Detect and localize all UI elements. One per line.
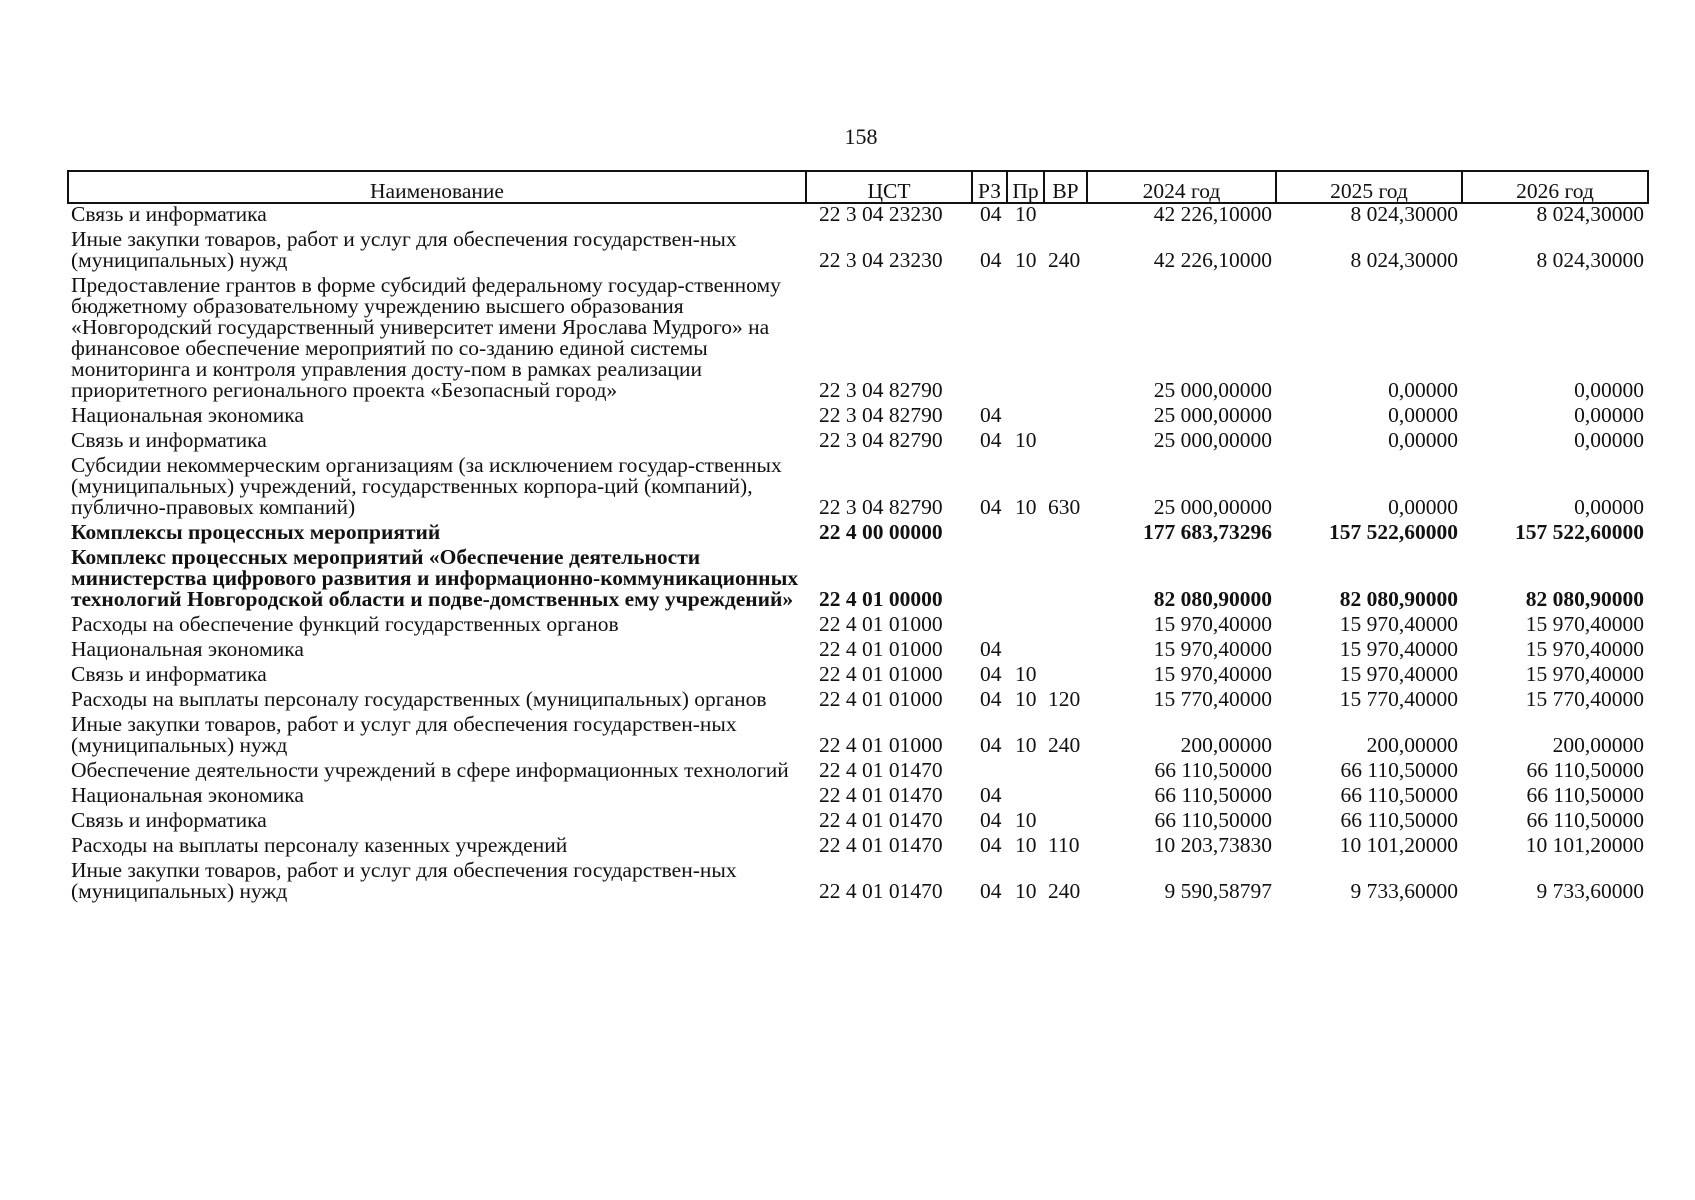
row-cst: 22 4 01 01470 <box>819 783 943 807</box>
row-amount-2024: 66 110,50000 <box>1154 808 1272 832</box>
table-row <box>68 430 1648 455</box>
row-amount-2025: 10 101,20000 <box>1339 833 1458 857</box>
row-name: Национальная экономика <box>71 783 304 807</box>
row-rz: 04 <box>980 687 1002 711</box>
row-amount-2024: 15 970,40000 <box>1153 612 1272 636</box>
row-amount-2026: 82 080,90000 <box>1525 587 1644 611</box>
row-name: Субсидии некоммерческим организациям (за исключением государ-ственных (муниципальных) учреждений, государственных корпора-ций (компаний), публично-правовых компаний) <box>71 453 782 519</box>
column-header-pr: Пр <box>1007 171 1044 203</box>
row-amount-2026: 0,00000 <box>1574 378 1644 402</box>
table-row <box>68 714 1648 760</box>
row-amount-2026: 15 770,40000 <box>1525 687 1644 711</box>
row-name: Национальная экономика <box>71 637 304 661</box>
row-cst: 22 4 01 01470 <box>819 879 943 903</box>
row-amount-2024: 25 000,00000 <box>1153 378 1272 402</box>
row-cst: 22 4 01 01000 <box>819 662 943 686</box>
row-rz: 04 <box>980 783 1002 807</box>
column-header-2026: 2026 год <box>1462 171 1648 203</box>
row-pr <box>1007 785 1044 810</box>
budget-table <box>67 170 1649 906</box>
row-vr <box>1044 430 1087 455</box>
row-amount-2025: 8 024,30000 <box>1350 248 1458 272</box>
row-cst: 22 4 01 01470 <box>819 833 943 857</box>
row-pr: 10 <box>1015 495 1037 519</box>
column-header-cst: ЦСТ <box>806 171 972 203</box>
row-amount-2025: 15 970,40000 <box>1339 662 1458 686</box>
row-amount-2024: 25 000,00000 <box>1153 403 1272 427</box>
row-cst: 22 4 01 01000 <box>819 687 943 711</box>
row-amount-2024: 9 590,58797 <box>1164 879 1272 903</box>
table-row <box>68 785 1648 810</box>
row-amount-2024: 10 203,73830 <box>1153 833 1272 857</box>
row-amount-2026: 8 024,30000 <box>1536 202 1644 226</box>
row-rz: 04 <box>980 808 1002 832</box>
row-amount-2026: 0,00000 <box>1574 495 1644 519</box>
row-amount-2025: 0,00000 <box>1388 428 1458 452</box>
row-amount-2025: 15 970,40000 <box>1339 612 1458 636</box>
row-rz: 04 <box>980 637 1002 661</box>
row-amount-2025: 15 970,40000 <box>1339 637 1458 661</box>
row-name: Связь и информатика <box>71 808 267 832</box>
row-amount-2025: 0,00000 <box>1388 495 1458 519</box>
column-header-2024: 2024 год <box>1087 171 1276 203</box>
table-row <box>68 614 1648 639</box>
row-pr: 10 <box>1015 833 1037 857</box>
row-amount-2026: 200,00000 <box>1552 733 1644 757</box>
row-vr: 120 <box>1048 687 1081 711</box>
row-vr <box>1044 614 1087 639</box>
table-row <box>68 835 1648 860</box>
table-row <box>68 547 1648 614</box>
row-name: Обеспечение деятельности учреждений в сфере информационных технологий <box>71 758 789 782</box>
row-vr <box>1044 810 1087 835</box>
row-rz <box>972 547 1007 614</box>
row-amount-2026: 8 024,30000 <box>1536 248 1644 272</box>
row-vr <box>1044 203 1087 229</box>
table-row <box>68 203 1648 229</box>
row-pr <box>1007 614 1044 639</box>
row-amount-2026: 0,00000 <box>1574 403 1644 427</box>
row-rz <box>972 614 1007 639</box>
row-amount-2026: 15 970,40000 <box>1525 662 1644 686</box>
row-vr <box>1044 405 1087 430</box>
row-pr: 10 <box>1015 202 1037 226</box>
row-amount-2024: 15 970,40000 <box>1153 637 1272 661</box>
row-amount-2026: 66 110,50000 <box>1526 783 1644 807</box>
row-name: Иные закупки товаров, работ и услуг для обеспечения государствен-ных (муниципальных) нужд <box>71 858 737 903</box>
row-rz <box>972 522 1007 547</box>
row-pr: 10 <box>1015 662 1037 686</box>
row-pr: 10 <box>1015 248 1037 272</box>
row-amount-2026: 66 110,50000 <box>1526 758 1644 782</box>
row-vr: 110 <box>1048 833 1080 857</box>
row-amount-2024: 15 970,40000 <box>1153 662 1272 686</box>
row-amount-2025: 157 522,60000 <box>1329 520 1458 544</box>
row-cst: 22 3 04 82790 <box>819 428 943 452</box>
row-amount-2024: 177 683,73296 <box>1143 520 1272 544</box>
row-cst: 22 3 04 23230 <box>819 248 943 272</box>
row-amount-2026: 66 110,50000 <box>1526 808 1644 832</box>
column-header-rz: РЗ <box>972 171 1007 203</box>
row-pr: 10 <box>1015 687 1037 711</box>
row-amount-2024: 200,00000 <box>1180 733 1272 757</box>
row-amount-2026: 9 733,60000 <box>1536 879 1644 903</box>
row-vr <box>1044 664 1087 689</box>
row-cst: 22 3 04 82790 <box>819 378 943 402</box>
row-vr <box>1044 522 1087 547</box>
row-vr <box>1044 547 1087 614</box>
row-amount-2024: 25 000,00000 <box>1153 428 1272 452</box>
row-amount-2025: 200,00000 <box>1366 733 1458 757</box>
row-amount-2024: 42 226,10000 <box>1153 202 1272 226</box>
row-pr <box>1007 405 1044 430</box>
row-rz <box>972 275 1007 405</box>
row-amount-2025: 66 110,50000 <box>1340 783 1458 807</box>
row-rz: 04 <box>980 202 1002 226</box>
table-row <box>68 275 1648 405</box>
row-pr: 10 <box>1015 879 1037 903</box>
row-vr <box>1044 785 1087 810</box>
row-vr <box>1044 639 1087 664</box>
row-name: Комплекс процессных мероприятий «Обеспечение деятельности министерства цифрового развития и информационно-коммуникационных технологий Новгородской области и подве-домственных ему учреждений» <box>71 545 799 611</box>
row-rz: 04 <box>980 403 1002 427</box>
row-pr: 10 <box>1015 428 1037 452</box>
row-amount-2025: 66 110,50000 <box>1340 758 1458 782</box>
row-rz: 04 <box>980 495 1002 519</box>
row-cst: 22 4 01 00000 <box>819 587 943 611</box>
row-amount-2025: 9 733,60000 <box>1350 879 1458 903</box>
table-row <box>68 810 1648 835</box>
row-name: Предоставление грантов в форме субсидий федеральному государ-ственному бюджетному образовательному учреждению высшего образования «Новгородский государственный университет имени Ярослава Мудрого» на финансовое обеспечение мероприятий по со-зданию единой системы мониторинга и контроля управления досту-пом в рамках реализации приоритетного регионального проекта «Безопасный город» <box>71 273 781 402</box>
row-amount-2024: 66 110,50000 <box>1154 758 1272 782</box>
row-pr <box>1007 760 1044 785</box>
row-pr <box>1007 639 1044 664</box>
row-amount-2026: 15 970,40000 <box>1525 612 1644 636</box>
row-name: Расходы на обеспечение функций государственных органов <box>71 612 619 636</box>
row-amount-2024: 25 000,00000 <box>1153 495 1272 519</box>
row-amount-2025: 82 080,90000 <box>1339 587 1458 611</box>
table-row <box>68 689 1648 714</box>
row-amount-2025: 66 110,50000 <box>1340 808 1458 832</box>
row-rz: 04 <box>980 833 1002 857</box>
column-header-vr: ВР <box>1044 171 1087 203</box>
row-rz: 04 <box>980 428 1002 452</box>
table-body <box>68 203 1648 906</box>
row-pr: 10 <box>1015 733 1037 757</box>
row-vr: 630 <box>1048 495 1081 519</box>
row-amount-2025: 0,00000 <box>1388 403 1458 427</box>
row-vr: 240 <box>1048 733 1081 757</box>
row-amount-2024: 66 110,50000 <box>1154 783 1272 807</box>
row-name: Связь и информатика <box>71 202 267 226</box>
row-rz: 04 <box>980 879 1002 903</box>
table-row <box>68 229 1648 275</box>
row-vr: 240 <box>1048 879 1081 903</box>
row-cst: 22 4 00 00000 <box>819 520 943 544</box>
row-vr <box>1044 275 1087 405</box>
row-rz: 04 <box>980 733 1002 757</box>
column-header-2025: 2025 год <box>1276 171 1462 203</box>
row-pr <box>1007 547 1044 614</box>
row-vr <box>1044 760 1087 785</box>
row-amount-2025: 8 024,30000 <box>1350 202 1458 226</box>
row-pr <box>1007 275 1044 405</box>
row-pr <box>1007 522 1044 547</box>
row-cst: 22 3 04 82790 <box>819 403 943 427</box>
row-rz <box>972 760 1007 785</box>
row-pr: 10 <box>1015 808 1037 832</box>
row-cst: 22 4 01 01470 <box>819 758 943 782</box>
table-row <box>68 405 1648 430</box>
row-rz: 04 <box>980 248 1002 272</box>
row-cst: 22 3 04 23230 <box>819 202 943 226</box>
row-name: Расходы на выплаты персоналу казенных учреждений <box>71 833 568 857</box>
row-name: Национальная экономика <box>71 403 304 427</box>
table-header <box>68 171 1648 203</box>
row-amount-2024: 15 770,40000 <box>1153 687 1272 711</box>
row-name: Иные закупки товаров, работ и услуг для обеспечения государствен-ных (муниципальных) нужд <box>71 227 737 272</box>
row-rz: 04 <box>980 662 1002 686</box>
table-row <box>68 860 1648 906</box>
row-vr: 240 <box>1048 248 1081 272</box>
row-amount-2025: 15 770,40000 <box>1339 687 1458 711</box>
row-amount-2024: 42 226,10000 <box>1153 248 1272 272</box>
row-cst: 22 4 01 01000 <box>819 637 943 661</box>
row-cst: 22 3 04 82790 <box>819 495 943 519</box>
page-number: 158 <box>844 124 878 149</box>
table-row <box>68 760 1648 785</box>
row-amount-2026: 0,00000 <box>1574 428 1644 452</box>
row-amount-2025: 0,00000 <box>1388 378 1458 402</box>
row-name: Комплексы процессных мероприятий <box>71 520 441 544</box>
row-name: Расходы на выплаты персоналу государственных (муниципальных) органов <box>71 687 767 711</box>
row-cst: 22 4 01 01000 <box>819 733 943 757</box>
column-header-name: Наименование <box>68 171 806 203</box>
row-amount-2026: 157 522,60000 <box>1515 520 1644 544</box>
row-amount-2024: 82 080,90000 <box>1153 587 1272 611</box>
row-amount-2026: 15 970,40000 <box>1525 637 1644 661</box>
row-name: Связь и информатика <box>71 428 267 452</box>
row-name: Связь и информатика <box>71 662 267 686</box>
table-row <box>68 522 1648 547</box>
table-row <box>68 455 1648 522</box>
row-amount-2026: 10 101,20000 <box>1525 833 1644 857</box>
row-cst: 22 4 01 01000 <box>819 612 943 636</box>
row-name: Иные закупки товаров, работ и услуг для обеспечения государствен-ных (муниципальных) нужд <box>71 712 737 757</box>
table-row <box>68 639 1648 664</box>
table-row <box>68 664 1648 689</box>
row-cst: 22 4 01 01470 <box>819 808 943 832</box>
